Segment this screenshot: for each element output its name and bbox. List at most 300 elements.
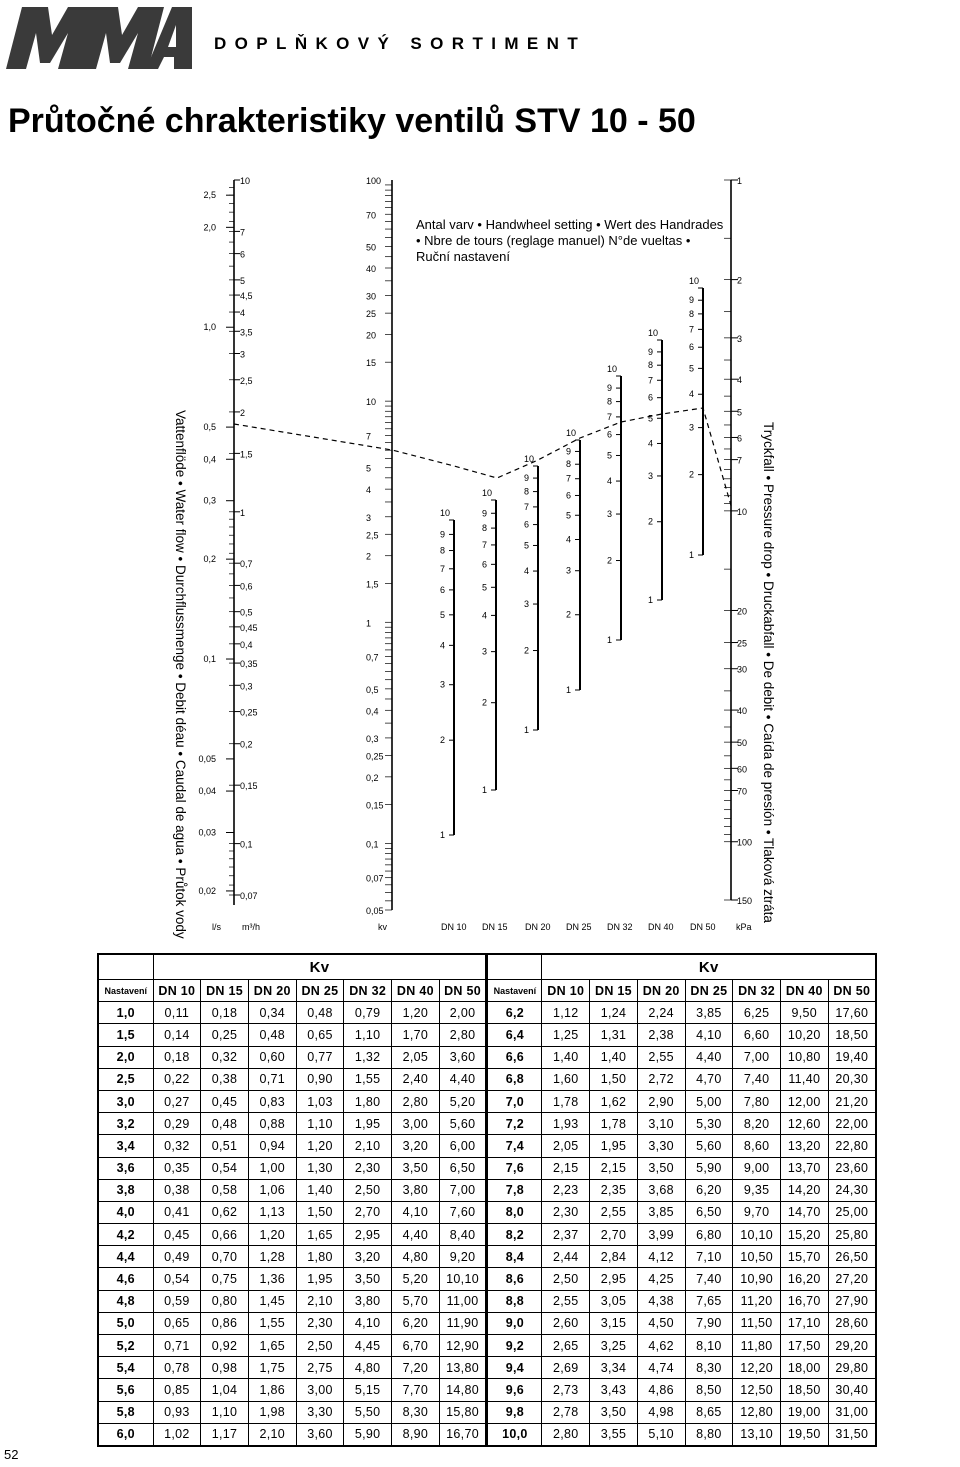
kv-value: 5,00 — [685, 1090, 733, 1112]
kv-value: 1,75 — [248, 1357, 296, 1379]
kpa-tick-label: 1 — [737, 176, 743, 186]
kv-tick-label: 2 — [366, 551, 372, 562]
dn-tick-label: 5 — [524, 540, 530, 551]
kv-value: 1,24 — [590, 1002, 638, 1024]
kv-value: 11,00 — [439, 1290, 487, 1312]
kv-value: 15,80 — [439, 1401, 487, 1423]
kv-value: 7,00 — [439, 1179, 487, 1201]
kv-value: 3,00 — [296, 1379, 344, 1401]
kv-value: 7,70 — [392, 1379, 440, 1401]
m3h-tick-label: 0,5 — [240, 607, 253, 618]
kv-value: 1,36 — [248, 1268, 296, 1290]
kv-tick-label: 25 — [366, 309, 377, 320]
kv-value: 1,25 — [542, 1024, 590, 1046]
handwheel-line-3: Ruční nastavení — [416, 249, 510, 264]
kv-value: 1,70 — [392, 1024, 440, 1046]
dn-tick-label: 3 — [524, 599, 530, 610]
setting-header: Nastavení — [98, 980, 153, 1002]
kv-value: 0,66 — [201, 1224, 249, 1246]
kv-value: 7,20 — [392, 1357, 440, 1379]
table-row — [98, 1335, 876, 1357]
kv-value: 1,32 — [344, 1046, 392, 1068]
kv-value: 2,40 — [392, 1068, 440, 1090]
dn-tick-label: 8 — [524, 486, 530, 497]
kv-value: 5,50 — [344, 1401, 392, 1423]
setting-value: 8,6 — [487, 1268, 542, 1290]
kv-value: 23,60 — [828, 1157, 876, 1179]
kv-tick-label: 1,5 — [366, 579, 379, 590]
kv-value: 11,40 — [780, 1068, 828, 1090]
kv-value: 1,06 — [248, 1179, 296, 1201]
kv-value: 4,50 — [637, 1312, 685, 1334]
kv-value: 0,94 — [248, 1135, 296, 1157]
kv-value: 12,20 — [733, 1357, 781, 1379]
kv-value: 12,90 — [439, 1335, 487, 1357]
kv-value: 2,15 — [590, 1157, 638, 1179]
kv-value: 0,98 — [201, 1357, 249, 1379]
kv-value: 3,30 — [637, 1135, 685, 1157]
kv-value: 0,32 — [153, 1135, 201, 1157]
ls-tick-label: 0,05 — [198, 753, 216, 764]
kv-value: 16,20 — [780, 1268, 828, 1290]
kv-value: 3,68 — [637, 1179, 685, 1201]
dn-tick-label: 9 — [524, 473, 530, 484]
dn-column-header: DN 40 — [392, 980, 440, 1002]
dn-tick-label: 7 — [648, 375, 654, 386]
kv-value: 2,23 — [542, 1179, 590, 1201]
kv-value: 18,50 — [828, 1024, 876, 1046]
dn-scale-label: DN 15 — [482, 922, 508, 932]
dn-tick-label: 2 — [607, 555, 613, 566]
dn-tick-label: 6 — [648, 392, 654, 403]
kv-value: 2,65 — [542, 1335, 590, 1357]
ls-tick-label: 2,0 — [203, 222, 216, 233]
dn-column-header: DN 10 — [542, 980, 590, 1002]
kv-value: 0,71 — [153, 1335, 201, 1357]
kv-value: 1,80 — [296, 1246, 344, 1268]
dn-tick-label: 8 — [482, 523, 488, 534]
m3h-tick-label: 0,7 — [240, 559, 253, 570]
kv-value: 1,80 — [344, 1090, 392, 1112]
kv-value: 2,80 — [439, 1024, 487, 1046]
kv-value: 5,90 — [685, 1157, 733, 1179]
kpa-tick-label: 10 — [737, 506, 748, 517]
kv-value: 4,25 — [637, 1268, 685, 1290]
kv-value: 2,38 — [637, 1024, 685, 1046]
ls-tick-label: 0,04 — [198, 786, 216, 797]
ls-tick-label: 0,2 — [203, 554, 216, 565]
dn-tick-label: 1 — [524, 725, 530, 735]
handwheel-line-2: • Nbre de tours (reglage manuel) N°de vueltas • — [416, 233, 691, 248]
m3h-tick-label: 2,5 — [240, 375, 253, 386]
dn-tick-label: 6 — [524, 519, 530, 530]
setting-value: 9,8 — [487, 1401, 542, 1423]
m3h-tick-label: 1,5 — [240, 449, 253, 460]
setting-value: 2,5 — [98, 1068, 153, 1090]
kv-value: 3,60 — [296, 1423, 344, 1446]
dn-tick-label: 1 — [482, 785, 488, 795]
dn-scale-label: DN 50 — [690, 922, 716, 932]
kv-value: 1,13 — [248, 1201, 296, 1223]
kv-value: 1,40 — [542, 1046, 590, 1068]
kv-value: 8,60 — [733, 1135, 781, 1157]
kpa-tick-label: 60 — [737, 764, 748, 775]
kv-value: 2,37 — [542, 1224, 590, 1246]
kv-value: 10,20 — [780, 1024, 828, 1046]
kv-tick-label: 0,05 — [366, 906, 384, 916]
setting-value: 1,5 — [98, 1024, 153, 1046]
kpa-tick-label: 100 — [737, 837, 753, 848]
kv-value: 0,79 — [344, 1002, 392, 1024]
kv-value: 1,50 — [590, 1068, 638, 1090]
kv-value: 0,85 — [153, 1379, 201, 1401]
kpa-tick-label: 40 — [737, 706, 748, 717]
kv-value: 17,10 — [780, 1312, 828, 1334]
kv-value: 0,65 — [296, 1024, 344, 1046]
kv-value: 4,74 — [637, 1357, 685, 1379]
kv-value: 2,75 — [296, 1357, 344, 1379]
page-number: 52 — [4, 1447, 19, 1462]
kv-value: 0,80 — [201, 1290, 249, 1312]
kv-value: 2,44 — [542, 1246, 590, 1268]
kv-tick-label: 7 — [366, 431, 372, 442]
kv-value: 2,70 — [590, 1224, 638, 1246]
kv-value: 1,20 — [392, 1002, 440, 1024]
setting-value: 7,4 — [487, 1135, 542, 1157]
kv-tick-label: 0,3 — [366, 733, 379, 744]
setting-value: 5,0 — [98, 1312, 153, 1334]
setting-value: 6,0 — [98, 1423, 153, 1446]
kv-value: 2,80 — [392, 1090, 440, 1112]
kv-value: 25,00 — [828, 1201, 876, 1223]
kv-value: 6,20 — [685, 1179, 733, 1201]
kv-value: 8,40 — [439, 1224, 487, 1246]
dn-tick-label: 9 — [566, 446, 572, 457]
kv-value: 0,41 — [153, 1201, 201, 1223]
kv-value: 4,10 — [392, 1201, 440, 1223]
dn-column-header: DN 50 — [828, 980, 876, 1002]
kpa-tick-label: 20 — [737, 606, 748, 617]
kpa-tick-label: 3 — [737, 333, 743, 344]
m3h-tick-label: 0,6 — [240, 581, 253, 592]
kv-tick-label: 3 — [366, 512, 372, 523]
dn-column-header: DN 40 — [780, 980, 828, 1002]
kv-value: 7,60 — [439, 1201, 487, 1223]
kv-value: 9,20 — [439, 1246, 487, 1268]
kv-value: 1,20 — [248, 1224, 296, 1246]
dn-scale-label: DN 10 — [441, 922, 467, 932]
kv-value: 6,20 — [392, 1312, 440, 1334]
kv-value: 0,78 — [153, 1357, 201, 1379]
table-row — [98, 1268, 876, 1290]
subtitle: DOPLŇKOVÝ SORTIMENT — [214, 34, 587, 53]
dn-tick-label: 10 — [607, 364, 618, 374]
kv-value: 1,31 — [590, 1024, 638, 1046]
kv-value: 29,80 — [828, 1357, 876, 1379]
table-row — [98, 1423, 876, 1446]
kv-value: 1,95 — [590, 1135, 638, 1157]
kv-value: 4,98 — [637, 1401, 685, 1423]
kv-value: 0,92 — [201, 1335, 249, 1357]
kv-value: 21,20 — [828, 1090, 876, 1112]
dn-tick-label: 10 — [524, 454, 535, 464]
kv-value: 7,10 — [685, 1246, 733, 1268]
kv-tick-label: 50 — [366, 242, 377, 253]
dn-tick-label: 10 — [648, 328, 659, 338]
kv-value: 1,28 — [248, 1246, 296, 1268]
dn-column-header: DN 10 — [153, 980, 201, 1002]
table-row — [98, 1401, 876, 1423]
kv-value: 14,80 — [439, 1379, 487, 1401]
setting-header: Nastavení — [487, 980, 542, 1002]
kv-value: 7,90 — [685, 1312, 733, 1334]
kv-value: 0,86 — [201, 1312, 249, 1334]
m3h-tick-label: 0,4 — [240, 639, 253, 650]
kv-value: 2,55 — [542, 1290, 590, 1312]
kv-value: 6,00 — [439, 1135, 487, 1157]
kv-value: 2,70 — [344, 1201, 392, 1223]
kv-value: 4,80 — [344, 1357, 392, 1379]
kv-table — [97, 953, 877, 1447]
setting-value: 8,0 — [487, 1201, 542, 1223]
kv-value: 0,48 — [201, 1113, 249, 1135]
kv-value: 3,50 — [392, 1157, 440, 1179]
setting-value: 4,4 — [98, 1246, 153, 1268]
kv-value: 5,60 — [685, 1135, 733, 1157]
m3h-tick-label: 0,45 — [240, 622, 258, 633]
kv-value: 10,10 — [733, 1224, 781, 1246]
kv-value: 1,03 — [296, 1090, 344, 1112]
dn-column-header: DN 25 — [296, 980, 344, 1002]
ls-tick-label: 0,5 — [203, 422, 216, 433]
setting-value: 6,2 — [487, 1002, 542, 1024]
kv-value: 2,84 — [590, 1246, 638, 1268]
kv-value: 1,17 — [201, 1423, 249, 1446]
kv-value: 3,60 — [439, 1046, 487, 1068]
kv-tick-label: 0,5 — [366, 684, 379, 695]
kv-value: 6,80 — [685, 1224, 733, 1246]
kv-value: 8,65 — [685, 1401, 733, 1423]
setting-value: 3,4 — [98, 1135, 153, 1157]
setting-value: 3,8 — [98, 1179, 153, 1201]
m3h-tick-label: 4,5 — [240, 291, 253, 302]
setting-value: 8,2 — [487, 1224, 542, 1246]
dn-column-header: DN 20 — [637, 980, 685, 1002]
kv-value: 10,90 — [733, 1268, 781, 1290]
kv-value: 31,50 — [828, 1423, 876, 1446]
dn-scale-label: DN 20 — [525, 922, 551, 932]
table-row — [98, 1068, 876, 1090]
dn-tick-label: 10 — [482, 488, 493, 498]
kv-value: 14,70 — [780, 1201, 828, 1223]
ls-tick-label: 0,4 — [203, 454, 216, 465]
kv-value: 0,54 — [201, 1157, 249, 1179]
setting-value: 6,8 — [487, 1068, 542, 1090]
kv-value: 9,00 — [733, 1157, 781, 1179]
kv-value: 13,10 — [733, 1423, 781, 1446]
dn-tick-label: 8 — [566, 459, 572, 470]
kv-value: 30,40 — [828, 1379, 876, 1401]
kv-value: 3,50 — [344, 1268, 392, 1290]
dn-tick-label: 6 — [482, 559, 488, 570]
kv-value: 8,20 — [733, 1113, 781, 1135]
kv-value: 5,70 — [392, 1290, 440, 1312]
dn-tick-label: 7 — [524, 501, 530, 512]
kv-value: 5,30 — [685, 1113, 733, 1135]
dn-tick-label: 5 — [440, 609, 446, 620]
kv-value: 0,70 — [201, 1246, 249, 1268]
kv-value: 1,02 — [153, 1423, 201, 1446]
m3h-tick-label: 1 — [240, 507, 246, 518]
kv-value: 0,45 — [201, 1090, 249, 1112]
kv-value: 1,86 — [248, 1379, 296, 1401]
dn-tick-label: 3 — [482, 646, 488, 657]
setting-value: 5,6 — [98, 1379, 153, 1401]
kv-value: 0,18 — [201, 1002, 249, 1024]
kv-value: 5,20 — [439, 1090, 487, 1112]
m3h-tick-label: 0,35 — [240, 659, 258, 670]
setting-value: 7,2 — [487, 1113, 542, 1135]
kv-value: 1,95 — [296, 1268, 344, 1290]
setting-value: 10,0 — [487, 1423, 542, 1446]
kv-value: 18,50 — [780, 1379, 828, 1401]
kv-value: 0,88 — [248, 1113, 296, 1135]
m3h-tick-label: 2 — [240, 407, 246, 418]
dn-tick-label: 1 — [607, 635, 613, 645]
kv-value: 8,50 — [685, 1379, 733, 1401]
kv-value: 10,50 — [733, 1246, 781, 1268]
setting-value: 5,8 — [98, 1401, 153, 1423]
kv-value: 8,90 — [392, 1423, 440, 1446]
ls-tick-label: 0,03 — [198, 827, 216, 838]
setting-value: 9,2 — [487, 1335, 542, 1357]
kv-value: 25,80 — [828, 1224, 876, 1246]
kv-value: 1,10 — [201, 1401, 249, 1423]
kv-value: 13,80 — [439, 1357, 487, 1379]
kv-value: 28,60 — [828, 1312, 876, 1334]
kv-corner-right — [487, 954, 542, 980]
dn-tick-label: 9 — [607, 383, 613, 394]
setting-value: 3,2 — [98, 1113, 153, 1135]
kv-value: 2,35 — [590, 1179, 638, 1201]
dn-tick-label: 3 — [689, 422, 695, 433]
kv-value: 1,65 — [296, 1224, 344, 1246]
m3h-tick-label: 0,2 — [240, 739, 253, 750]
kv-tick-label: 15 — [366, 358, 377, 369]
dn-tick-label: 2 — [566, 609, 572, 620]
kv-value: 1,04 — [201, 1379, 249, 1401]
kv-value: 4,10 — [685, 1024, 733, 1046]
kv-header-left: Kv — [153, 954, 487, 980]
kv-value: 5,10 — [637, 1423, 685, 1446]
kv-value: 17,50 — [780, 1335, 828, 1357]
m3h-tick-label: 3,5 — [240, 327, 253, 338]
kv-value: 8,30 — [392, 1401, 440, 1423]
dn-tick-label: 10 — [440, 508, 451, 518]
kv-value: 4,86 — [637, 1379, 685, 1401]
kpa-tick-label: 5 — [737, 407, 743, 418]
kv-value: 4,40 — [392, 1224, 440, 1246]
kv-value: 2,10 — [344, 1135, 392, 1157]
kv-value: 31,00 — [828, 1401, 876, 1423]
kpa-tick-label: 4 — [737, 375, 743, 386]
table-row — [98, 1179, 876, 1201]
unit-ls: l/s — [212, 922, 221, 932]
kv-value: 2,24 — [637, 1002, 685, 1024]
kv-value: 0,38 — [153, 1179, 201, 1201]
setting-value: 5,2 — [98, 1335, 153, 1357]
m3h-tick-label: 0,1 — [240, 839, 253, 850]
setting-value: 9,4 — [487, 1357, 542, 1379]
kpa-tick-label: 30 — [737, 664, 748, 675]
dn-column-header: DN 15 — [590, 980, 638, 1002]
kv-value: 4,80 — [392, 1246, 440, 1268]
dn-tick-label: 5 — [689, 363, 695, 374]
kv-value: 2,95 — [344, 1224, 392, 1246]
table-row — [98, 1157, 876, 1179]
dn-column-header: DN 25 — [685, 980, 733, 1002]
kv-value: 12,00 — [780, 1090, 828, 1112]
kv-value: 0,75 — [201, 1268, 249, 1290]
ls-tick-label: 0,1 — [203, 654, 216, 665]
kv-tick-label: 2,5 — [366, 530, 379, 541]
kv-value: 3,34 — [590, 1357, 638, 1379]
kv-value: 0,58 — [201, 1179, 249, 1201]
kv-value: 1,10 — [344, 1024, 392, 1046]
setting-value: 6,4 — [487, 1024, 542, 1046]
kv-value: 1,20 — [296, 1135, 344, 1157]
kv-value: 0,51 — [201, 1135, 249, 1157]
kv-value: 2,78 — [542, 1401, 590, 1423]
kv-tick-label: 0,7 — [366, 652, 379, 663]
kv-tick-label: 10 — [366, 397, 377, 408]
kv-value: 1,62 — [590, 1090, 638, 1112]
kv-value: 0,83 — [248, 1090, 296, 1112]
kv-value: 4,38 — [637, 1290, 685, 1312]
kpa-tick-label: 50 — [737, 738, 748, 749]
kv-value: 0,14 — [153, 1024, 201, 1046]
kv-value: 0,49 — [153, 1246, 201, 1268]
kv-value: 1,78 — [590, 1113, 638, 1135]
kv-value: 0,32 — [201, 1046, 249, 1068]
kv-value: 3,80 — [392, 1179, 440, 1201]
setting-value: 1,0 — [98, 1002, 153, 1024]
kv-value: 4,45 — [344, 1335, 392, 1357]
kv-value: 20,30 — [828, 1068, 876, 1090]
kv-value: 2,30 — [344, 1157, 392, 1179]
kv-tick-label: 30 — [366, 291, 377, 302]
table-row — [98, 1090, 876, 1112]
kpa-tick-label: 70 — [737, 786, 748, 797]
kv-value: 1,40 — [296, 1179, 344, 1201]
kv-value: 12,60 — [780, 1113, 828, 1135]
dn-tick-label: 8 — [689, 308, 695, 319]
kv-value: 9,35 — [733, 1179, 781, 1201]
kv-value: 2,55 — [637, 1046, 685, 1068]
table-row — [98, 1002, 876, 1024]
kv-value: 10,80 — [780, 1046, 828, 1068]
m3h-tick-label: 6 — [240, 249, 246, 260]
kv-value: 16,70 — [439, 1423, 487, 1446]
table-row — [98, 1312, 876, 1334]
left-axis-label: Vattenflöde • Water flow • Durchflussmenge • Debit déau • Caudal de agua • Průtok vody — [173, 410, 188, 939]
kv-value: 16,70 — [780, 1290, 828, 1312]
kv-value: 2,90 — [637, 1090, 685, 1112]
dn-tick-label: 1 — [689, 550, 695, 560]
kv-value: 0,38 — [201, 1068, 249, 1090]
setting-value: 5,4 — [98, 1357, 153, 1379]
kv-value: 0,71 — [248, 1068, 296, 1090]
